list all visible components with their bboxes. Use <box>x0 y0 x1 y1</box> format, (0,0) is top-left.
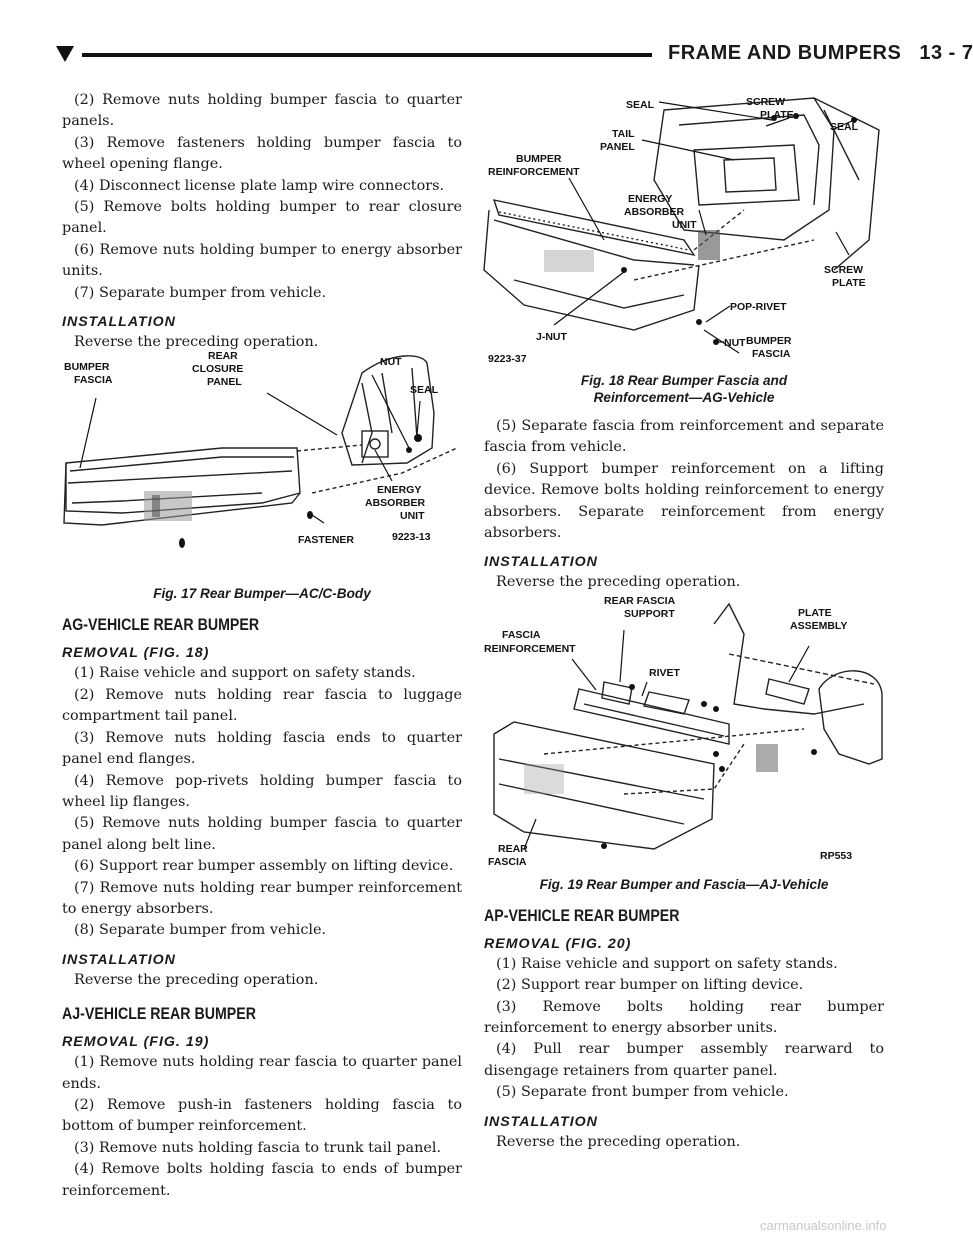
svg-text:REINFORCEMENT: REINFORCEMENT <box>488 166 580 178</box>
svg-text:ABSORBER: ABSORBER <box>624 206 685 218</box>
svg-text:BUMPER: BUMPER <box>516 153 562 165</box>
installation-heading: INSTALLATION <box>484 1113 598 1130</box>
step: (2) Remove nuts holding bumper fascia to quarter panels. <box>62 92 462 130</box>
svg-text:REINFORCEMENT: REINFORCEMENT <box>484 642 576 655</box>
installation-heading: INSTALLATION <box>62 314 176 331</box>
svg-text:SUPPORT: SUPPORT <box>624 607 675 620</box>
installation-text: Reverse the preceding operation. <box>74 334 319 351</box>
rear-bumper-ac-c-body-diagram <box>62 350 462 583</box>
svg-text:J-NUT: J-NUT <box>536 331 567 343</box>
page-number: 13 - 7 <box>919 42 973 64</box>
installation-text: Reverse the preceding operation. <box>74 971 319 988</box>
aj-removal-heading: REMOVAL (FIG. 19) <box>62 1034 210 1051</box>
step: (5) Separate front bumper from vehicle. <box>496 1084 789 1101</box>
step: (3) Remove nuts holding fascia ends to quarter panel end flanges. <box>62 729 462 768</box>
svg-text:REAR: REAR <box>498 842 528 855</box>
svg-text:CLOSURE: CLOSURE <box>192 363 244 376</box>
svg-text:ENERGY: ENERGY <box>377 484 422 497</box>
section-title: FRAME AND BUMPERS 13 - 7 <box>668 42 973 64</box>
triangle-marker-icon <box>56 46 74 62</box>
step: (5) Remove nuts holding bumper fascia to quarter panel along belt line. <box>62 815 462 853</box>
svg-text:RP553: RP553 <box>820 849 853 862</box>
step: (1) Remove nuts holding rear fascia to quarter panel ends. <box>62 1054 462 1092</box>
ap-removal-heading: REMOVAL (FIG. 20) <box>484 935 632 952</box>
step: (1) Raise vehicle and support on safety stands. <box>74 665 416 682</box>
svg-text:ENERGY: ENERGY <box>628 193 673 205</box>
svg-text:SEAL: SEAL <box>410 384 439 397</box>
installation-text: Reverse the preceding operation. <box>496 574 741 591</box>
step: (4) Remove pop-rivets holding bumper fascia to wheel lip flanges. <box>62 772 462 810</box>
svg-text:SCREW: SCREW <box>746 96 786 108</box>
installation-heading: INSTALLATION <box>62 951 176 968</box>
svg-text:SEAL: SEAL <box>830 121 859 133</box>
step: (5) Remove bolts holding bumper to rear closure panel. <box>62 199 462 237</box>
svg-text:FASTENER: FASTENER <box>298 534 355 547</box>
svg-text:PANEL: PANEL <box>207 376 242 389</box>
right-column <box>484 90 884 1153</box>
svg-text:FASCIA: FASCIA <box>488 855 527 868</box>
step: (5) Separate fascia from reinforcement and separate fascia from vehicle. <box>484 418 884 456</box>
step: (2) Remove push-in fasteners holding fascia to bottom of bumper reinforcement. <box>62 1096 462 1135</box>
svg-text:9223-13: 9223-13 <box>392 531 431 544</box>
svg-text:REAR: REAR <box>208 350 238 363</box>
svg-text:PLATE: PLATE <box>760 109 794 121</box>
svg-text:PLATE: PLATE <box>798 606 832 619</box>
svg-text:REAR FASCIA: REAR FASCIA <box>604 594 676 607</box>
svg-text:PANEL: PANEL <box>600 141 635 153</box>
figure-19-caption: Fig. 19 Rear Bumper and Fascia—AJ-Vehicle <box>539 876 829 892</box>
step: (2) Remove nuts holding rear fascia to luggage compartment tail panel. <box>62 686 462 725</box>
step: (4) Pull rear bumper assembly rearward to disengage retainers from quarter panel. <box>484 1041 884 1079</box>
step: (6) Support rear bumper assembly on lifting device. <box>74 858 454 875</box>
step: (8) Separate bumper from vehicle. <box>74 922 327 939</box>
ag-vehicle-heading: AG-VEHICLE REAR BUMPER <box>62 616 260 635</box>
header-rule <box>82 53 652 57</box>
step: (1) Raise vehicle and support on safety stands. <box>496 955 838 972</box>
svg-text:FASCIA: FASCIA <box>752 348 791 360</box>
step: (7) Separate bumper from vehicle. <box>74 284 327 301</box>
figure-18-caption: Fig. 18 Rear Bumper Fascia and Reinforcement—AG-Vehicle <box>580 373 788 405</box>
step: (4) Disconnect license plate lamp wire connectors. <box>74 177 445 194</box>
figure-18-labels <box>488 96 866 365</box>
svg-text:NUT: NUT <box>724 337 746 349</box>
svg-text:SCREW: SCREW <box>824 264 864 276</box>
svg-text:BUMPER: BUMPER <box>64 361 110 374</box>
svg-text:BUMPER: BUMPER <box>746 335 792 347</box>
svg-text:POP-RIVET: POP-RIVET <box>730 301 787 313</box>
installation-text: Reverse the preceding operation. <box>496 1133 741 1150</box>
svg-text:PLATE: PLATE <box>832 277 866 289</box>
rear-bumper-fascia-ag-diagram <box>484 90 884 370</box>
aj-vehicle-heading: AJ-VEHICLE REAR BUMPER <box>62 1005 256 1024</box>
watermark: carmanualsonline.info <box>760 1218 887 1233</box>
step: (3) Remove nuts holding fascia to trunk tail panel. <box>74 1139 442 1156</box>
svg-text:UNIT: UNIT <box>672 219 697 231</box>
step: (6) Remove nuts holding bumper to energy absorber units. <box>62 241 462 280</box>
step: (4) Remove bolts holding fascia to ends of bumper reinforcement. <box>62 1161 462 1199</box>
svg-text:ASSEMBLY: ASSEMBLY <box>790 619 848 632</box>
left-column <box>62 90 462 1202</box>
step: (3) Remove bolts holding rear bumper reinforcement to energy absorber units. <box>484 998 884 1037</box>
installation-heading: INSTALLATION <box>484 554 598 571</box>
step: (6) Support bumper reinforcement on a lifting device. Remove bolts holding reinforcement to energy absorbers. Separate reinforcement from energy absorbers. <box>484 460 884 542</box>
svg-text:FASCIA: FASCIA <box>74 374 113 387</box>
figure-19-labels <box>484 595 852 868</box>
figure-18 <box>484 90 884 406</box>
svg-text:ABSORBER: ABSORBER <box>365 497 426 510</box>
ap-vehicle-heading: AP-VEHICLE REAR BUMPER <box>484 906 680 925</box>
svg-text:SEAL: SEAL <box>626 99 655 111</box>
svg-text:TAIL: TAIL <box>612 128 635 140</box>
step: (3) Remove fasteners holding bumper fascia to wheel opening flange. <box>62 134 462 173</box>
step: (2) Support rear bumper on lifting device. <box>496 977 804 994</box>
svg-text:RIVET: RIVET <box>649 666 680 679</box>
figure-17 <box>62 350 462 602</box>
rear-bumper-aj-diagram <box>484 594 884 874</box>
svg-text:UNIT: UNIT <box>400 510 425 523</box>
step: (7) Remove nuts holding rear bumper reinforcement to energy absorbers. <box>62 879 462 917</box>
svg-text:NUT: NUT <box>380 356 402 369</box>
page-header <box>56 40 973 68</box>
svg-text:FASCIA: FASCIA <box>502 628 541 641</box>
figure-17-caption: Fig. 17 Rear Bumper—AC/C-Body <box>153 586 371 602</box>
svg-text:9223-37: 9223-37 <box>488 353 527 365</box>
ag-removal-heading: REMOVAL (FIG. 18) <box>62 645 210 662</box>
figure-19 <box>484 594 884 893</box>
